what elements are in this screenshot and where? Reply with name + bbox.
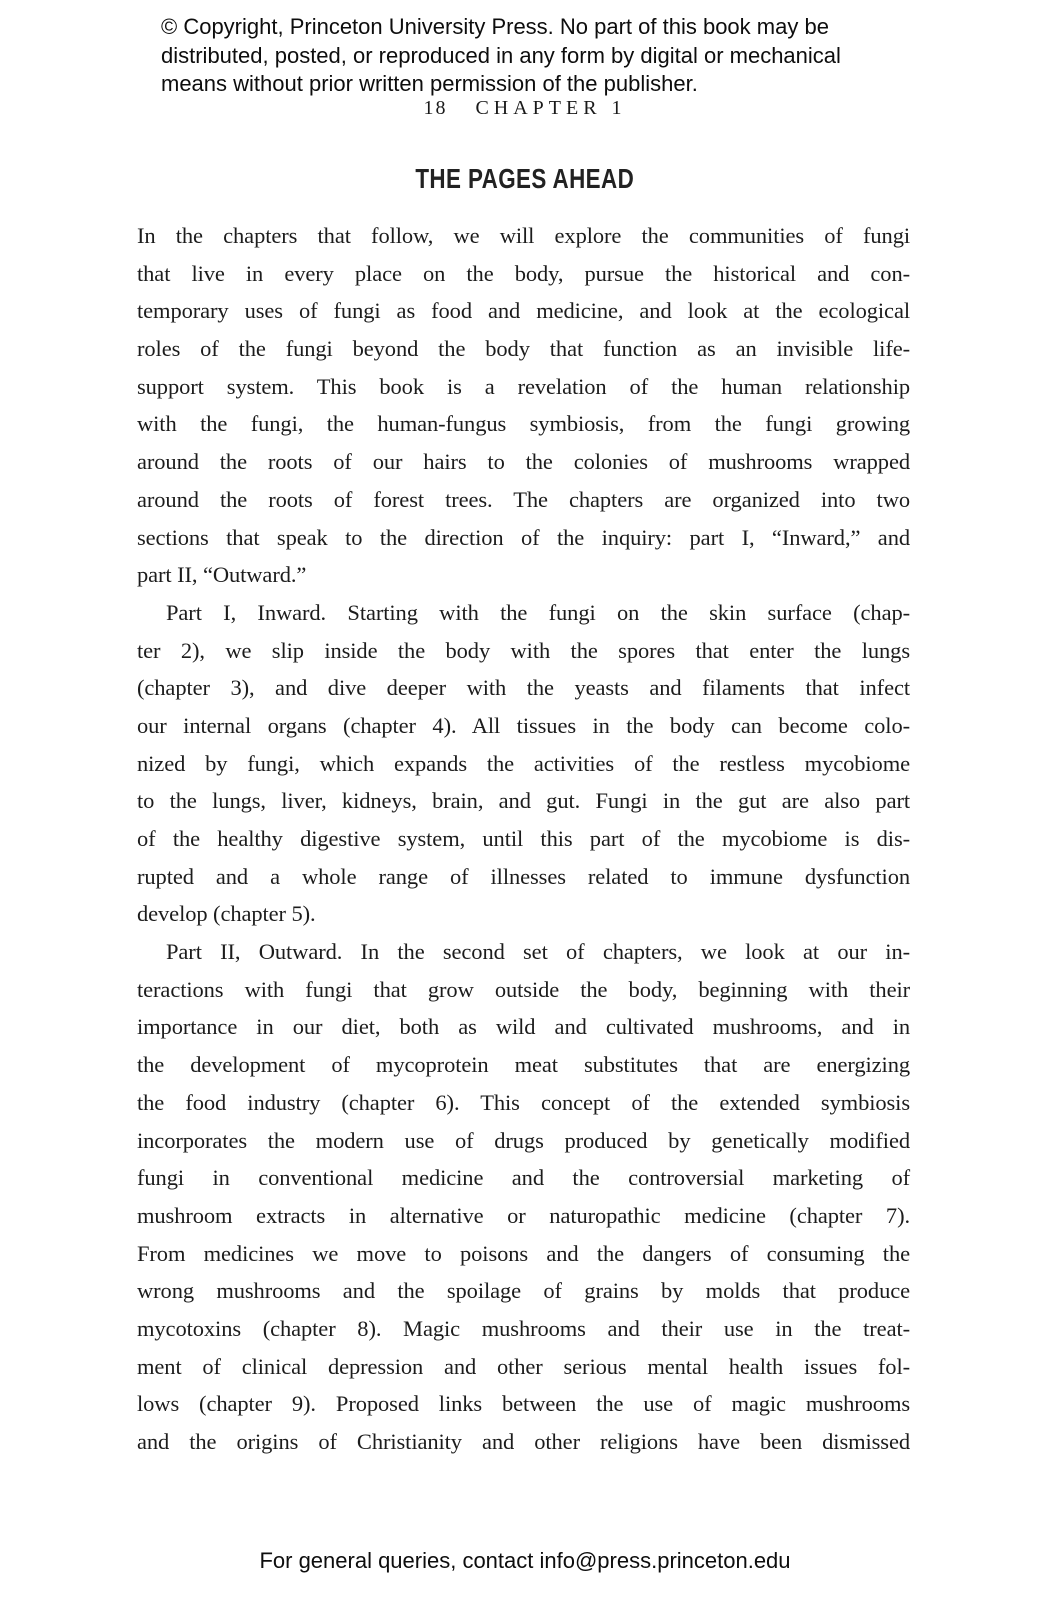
- body-text-line: develop (chapter 5).: [137, 901, 316, 927]
- body-text-line: From medicines we move to poisons and the dangers of consuming the: [137, 1240, 910, 1266]
- body-text-line: temporary uses of fungi as food and medicine, and look at the ecological: [137, 298, 910, 324]
- body-text-line: (chapter 3), and dive deeper with the yeasts and filaments that infect: [137, 675, 910, 701]
- body-text-line: part II, “Outward.”: [137, 562, 307, 588]
- body-text-line: Part I, Inward. Starting with the fungi on the skin surface (chap-: [166, 599, 910, 625]
- body-text-line: around the roots of forest trees. The chapters are organized into two: [137, 486, 910, 512]
- notice-line: means without prior written permission of the publisher.: [161, 71, 698, 96]
- notice-line: distributed, posted, or reproduced in any form by digital or mechanical: [161, 42, 841, 68]
- body-text-line: ter 2), we slip inside the body with the spores that enter the lungs: [137, 637, 910, 663]
- body-text-line: that live in every place on the body, pursue the historical and con-: [137, 260, 910, 286]
- section-title: THE PAGES AHEAD: [415, 163, 635, 194]
- body-text-line: the development of mycoprotein meat substitutes that are energizing: [137, 1052, 910, 1078]
- body-text-line: importance in our diet, both as wild and cultivated mushrooms, and in: [137, 1014, 910, 1040]
- copyright-notice: [161, 13, 921, 99]
- body-text-line: fungi in conventional medicine and the controversial marketing of: [137, 1165, 910, 1191]
- body-text-line: roles of the fungi beyond the body that function as an invisible life-: [137, 336, 910, 362]
- contact-line: For general queries, contact info@press.princeton.edu: [259, 1548, 791, 1573]
- body-text-line: the food industry (chapter 6). This concept of the extended symbiosis: [137, 1089, 910, 1115]
- body-text-line: our internal organs (chapter 4). All tissues in the body can become colo-: [137, 712, 910, 738]
- body-text-line: around the roots of our hairs to the colonies of mushrooms wrapped: [137, 449, 910, 475]
- page-footer: [0, 1548, 1050, 1574]
- body-text-column: [137, 217, 910, 1461]
- chapter-label: CHAPTER 1: [475, 97, 627, 119]
- body-text-line: with the fungi, the human-fungus symbiosis, from the fungi growing: [137, 411, 910, 437]
- notice-line: © Copyright, Princeton University Press. No part of this book may be: [161, 14, 829, 39]
- body-text-line: ment of clinical depression and other serious mental health issues fol-: [137, 1353, 910, 1379]
- page-number: 18: [423, 97, 448, 119]
- body-text-line: Part II, Outward. In the second set of chapters, we look at our in-: [166, 939, 910, 965]
- body-text-line: sections that speak to the direction of the inquiry: part I, “Inward,” and: [137, 524, 910, 550]
- body-text-line: support system. This book is a revelation of the human relationship: [137, 373, 910, 399]
- body-text-line: incorporates the modern use of drugs produced by genetically modified: [137, 1127, 910, 1153]
- body-text-line: wrong mushrooms and the spoilage of grains by molds that produce: [137, 1278, 910, 1304]
- body-text-line: and the origins of Christianity and other religions have been dismissed: [137, 1429, 910, 1454]
- body-text-line: to the lungs, liver, kidneys, brain, and gut. Fungi in the gut are also part: [137, 788, 910, 814]
- body-text-line: rupted and a whole range of illnesses related to immune dysfunction: [137, 863, 910, 889]
- body-text-line: teractions with fungi that grow outside the body, beginning with their: [137, 976, 910, 1002]
- body-text-line: mushroom extracts in alternative or naturopathic medicine (chapter 7).: [137, 1202, 910, 1228]
- body-text-line: In the chapters that follow, we will explore the communities of fungi: [137, 223, 910, 248]
- section-title-wrap: [0, 163, 1050, 195]
- body-text-line: nized by fungi, which expands the activities of the restless mycobiome: [137, 750, 910, 776]
- body-text-line: lows (chapter 9). Proposed links between the use of magic mushrooms: [137, 1391, 910, 1417]
- body-text-line: of the healthy digestive system, until this part of the mycobiome is dis-: [137, 826, 910, 851]
- running-header: [0, 97, 1050, 120]
- body-text-line: mycotoxins (chapter 8). Magic mushrooms and their use in the treat-: [137, 1315, 910, 1341]
